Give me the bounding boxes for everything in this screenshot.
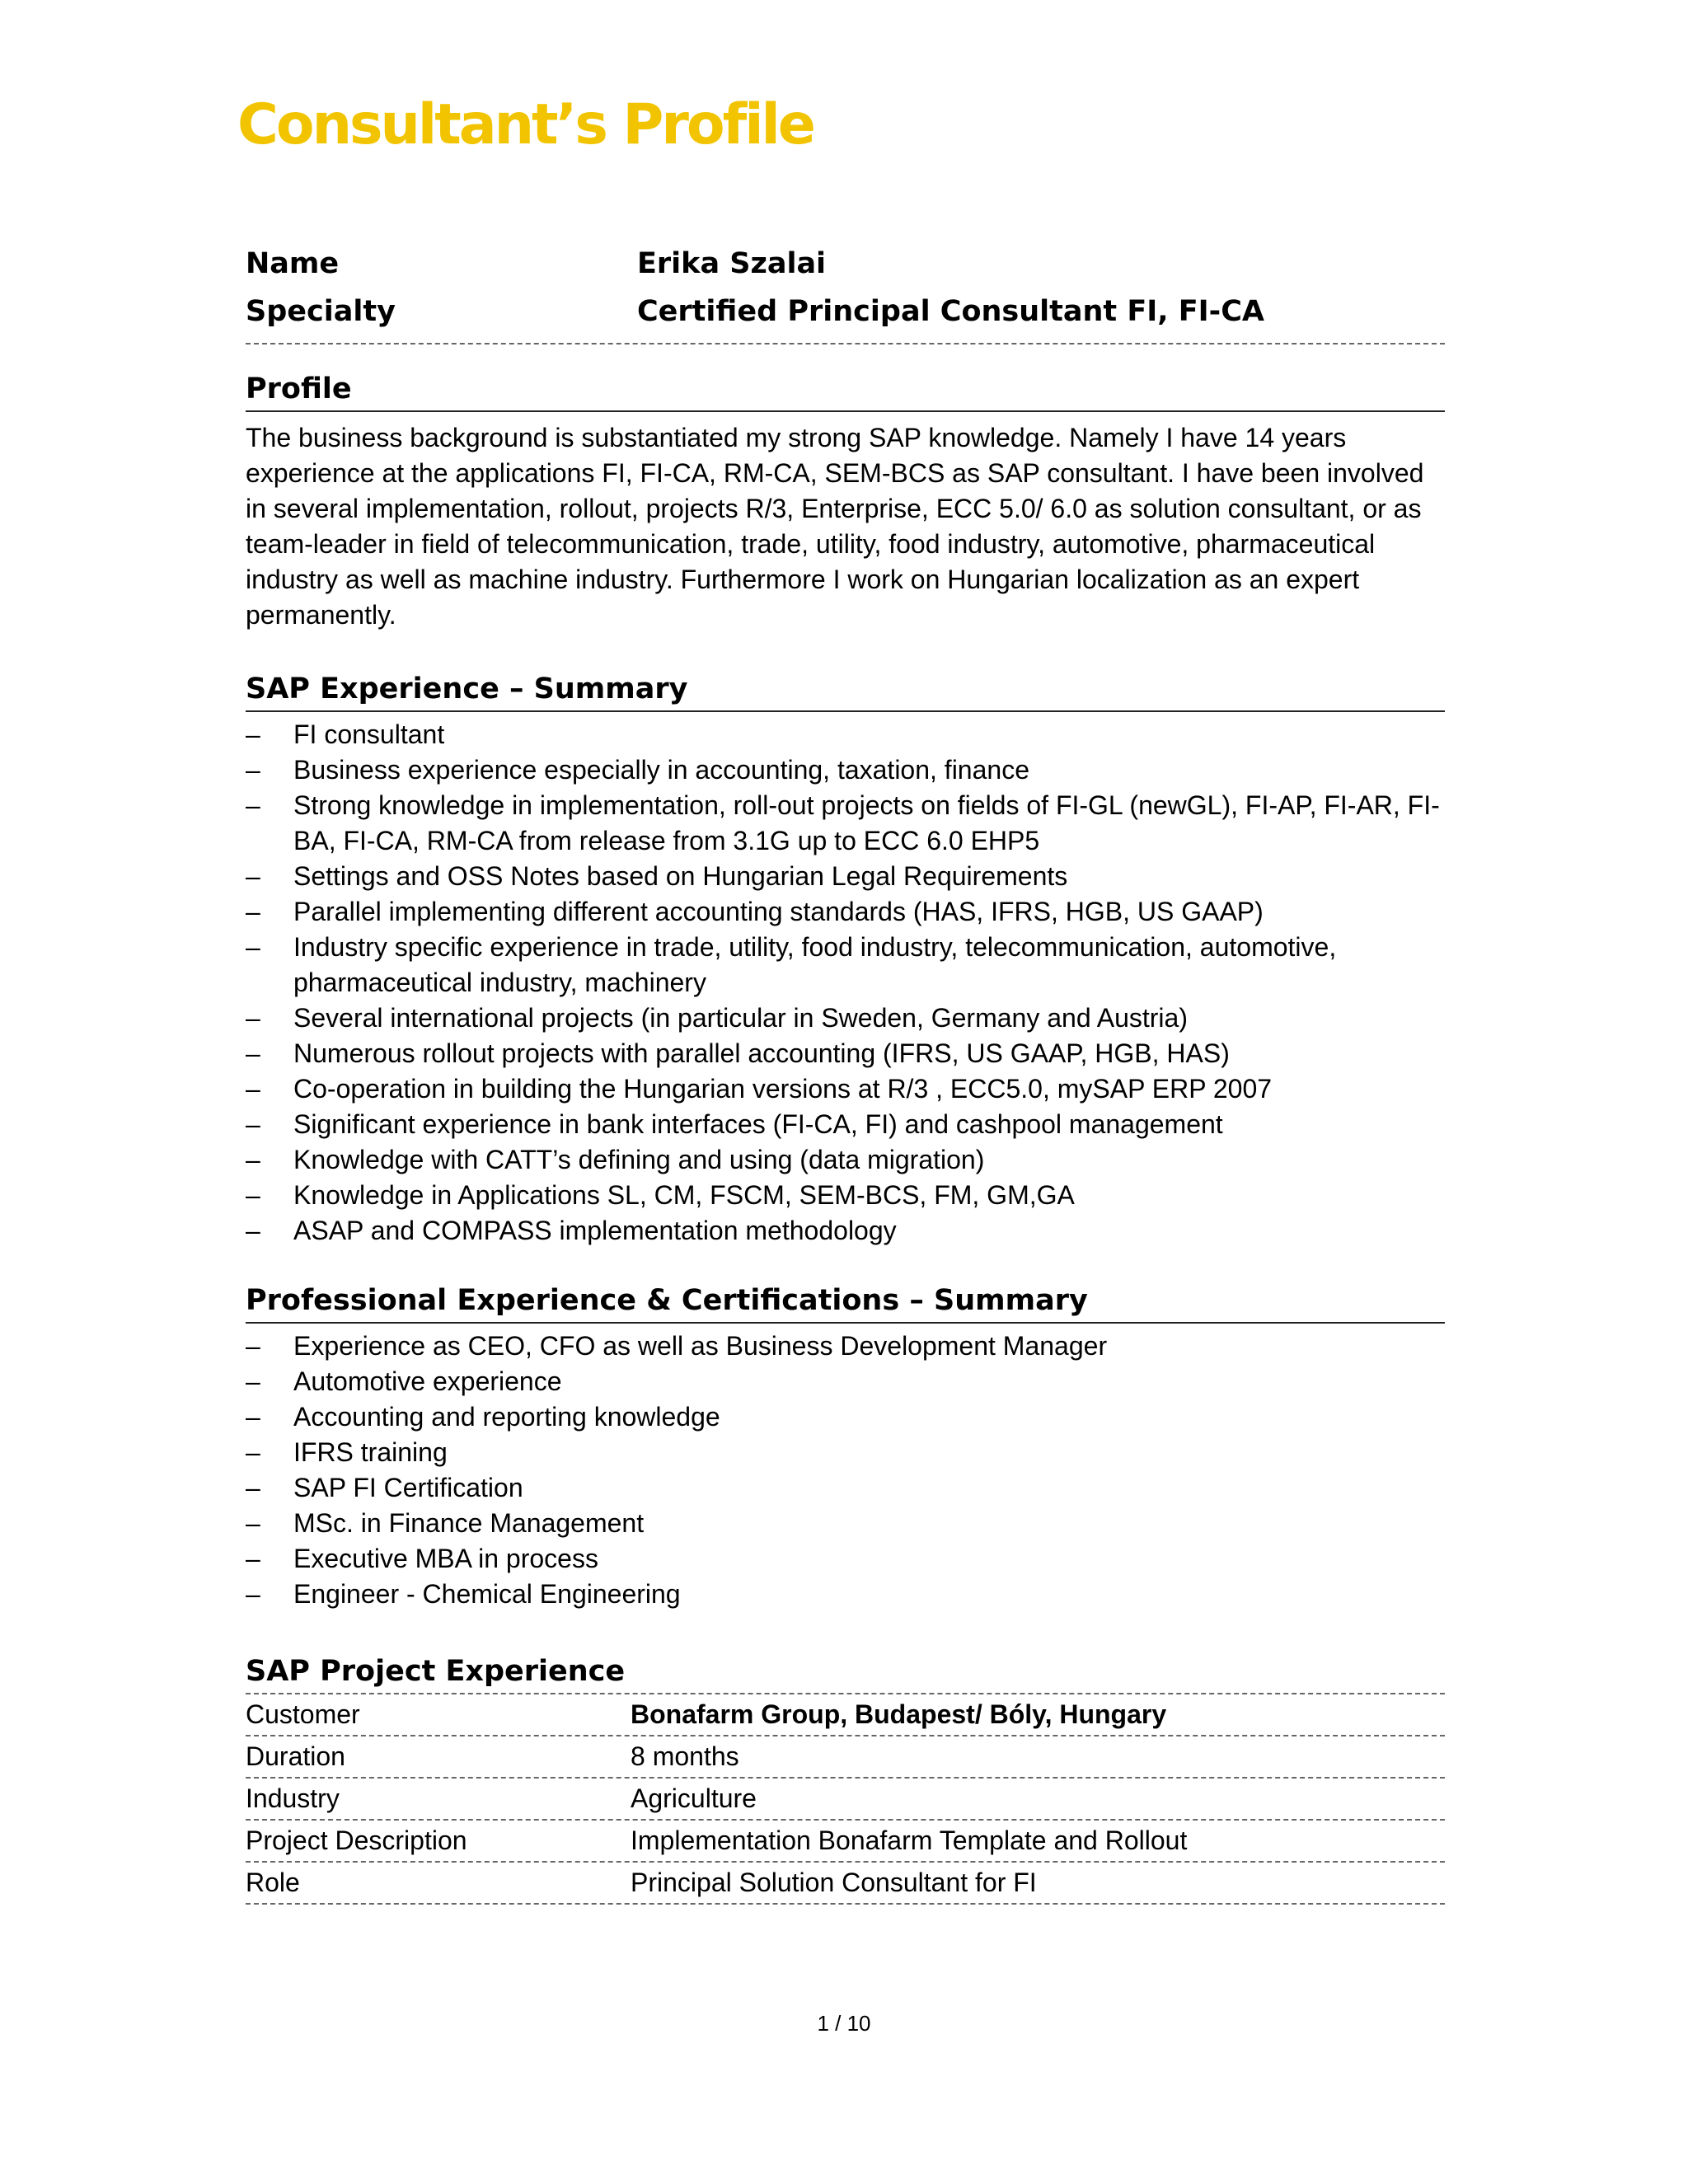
project-label: Role [246, 1868, 300, 1898]
project-value: Agriculture [631, 1783, 757, 1814]
project-label: Customer [246, 1699, 360, 1730]
header-block [246, 247, 1445, 344]
project-row-role [246, 1863, 1445, 1905]
project-label: Industry [246, 1783, 340, 1814]
professional-section [246, 1284, 1445, 1612]
sap-summary-heading: SAP Experience – Summary [246, 673, 1445, 712]
list-item: – SAP FI Certification [246, 1470, 1445, 1506]
list-item: – Strong knowledge in implementation, roll-out projects on fields of FI-GL (newGL), FI-AP, FI-AR, FI-BA, FI-CA, RM-CA from release from 3.1G up to ECC 6.0 EHP5 [246, 788, 1445, 859]
list-item: – MSc. in Finance Management [246, 1506, 1445, 1541]
project-row-duration [246, 1736, 1445, 1779]
profile-section [246, 373, 1445, 633]
list-item: – Numerous rollout projects with parallel accounting (IFRS, US GAAP, HGB, HAS) [246, 1036, 1445, 1071]
project-label: Duration [246, 1741, 345, 1772]
specialty-row [246, 295, 1445, 343]
list-item: – Engineer - Chemical Engineering [246, 1577, 1445, 1612]
project-heading: SAP Project Experience [246, 1655, 626, 1688]
list-item: – Settings and OSS Notes based on Hungarian Legal Requirements [246, 859, 1445, 894]
name-label: Name [246, 247, 340, 280]
sap-summary-section [246, 673, 1445, 1249]
list-item: – FI consultant [246, 717, 1445, 752]
list-item: – Knowledge with CATT’s defining and using (data migration) [246, 1142, 1445, 1178]
name-value: Erika Szalai [637, 247, 827, 280]
sap-summary-list [246, 717, 1445, 1249]
project-value: Implementation Bonafarm Template and Rollout [631, 1825, 1188, 1856]
professional-list [246, 1329, 1445, 1612]
specialty-value: Certified Principal Consultant FI, FI-CA [637, 295, 1264, 328]
page-title: Consultant’s Profile [237, 92, 814, 157]
project-value: Principal Solution Consultant for FI [631, 1868, 1037, 1898]
name-row [246, 247, 1445, 295]
list-item: – Knowledge in Applications SL, CM, FSCM, SEM-BCS, FM, GM,GA [246, 1178, 1445, 1213]
list-item: – IFRS training [246, 1435, 1445, 1470]
project-label: Project Description [246, 1825, 467, 1856]
list-item: – Parallel implementing different accounting standards (HAS, IFRS, HGB, US GAAP) [246, 894, 1445, 930]
project-row-description [246, 1821, 1445, 1863]
list-item: – Co-operation in building the Hungarian versions at R/3 , ECC5.0, mySAP ERP 2007 [246, 1071, 1445, 1107]
list-item: – Industry specific experience in trade, utility, food industry, telecommunication, automotive, pharmaceutical industry, machinery [246, 930, 1445, 1001]
list-item: – Significant experience in bank interfaces (FI-CA, FI) and cashpool management [246, 1107, 1445, 1142]
list-item: – Executive MBA in process [246, 1541, 1445, 1577]
project-row-customer [246, 1693, 1445, 1736]
project-value: Bonafarm Group, Budapest/ Bóly, Hungary [631, 1699, 1167, 1730]
specialty-label: Specialty [246, 295, 396, 328]
profile-text: The business background is substantiated my strong SAP knowledge. Namely I have 14 years experience at the applications FI, FI-CA, RM-CA, SEM-BCS as SAP consultant. I have been involved in several implementation, rollout, projects R/3, Enterprise, ECC 5.0/ 6.0 as solution consultant, or as team-leader in field of telecommunication, trade, utility, food industry, automotive, pharmaceutical industry as well as machine industry. Furthermore I work on Hungarian localization as an expert permanently. [246, 423, 1424, 630]
project-value: 8 months [631, 1741, 739, 1772]
list-item: – Business experience especially in accounting, taxation, finance [246, 752, 1445, 788]
page-number: 1 / 10 [817, 2011, 871, 2036]
list-item: – Automotive experience [246, 1364, 1445, 1399]
professional-heading: Professional Experience & Certifications – Summary [246, 1284, 1445, 1324]
project-section [246, 1655, 1445, 1905]
list-item: – ASAP and COMPASS implementation methodology [246, 1213, 1445, 1249]
list-item: – Experience as CEO, CFO as well as Business Development Manager [246, 1329, 1445, 1364]
project-row-industry [246, 1779, 1445, 1821]
list-item: – Several international projects (in particular in Sweden, Germany and Austria) [246, 1001, 1445, 1036]
profile-heading: Profile [246, 373, 1445, 412]
list-item: – Accounting and reporting knowledge [246, 1399, 1445, 1435]
